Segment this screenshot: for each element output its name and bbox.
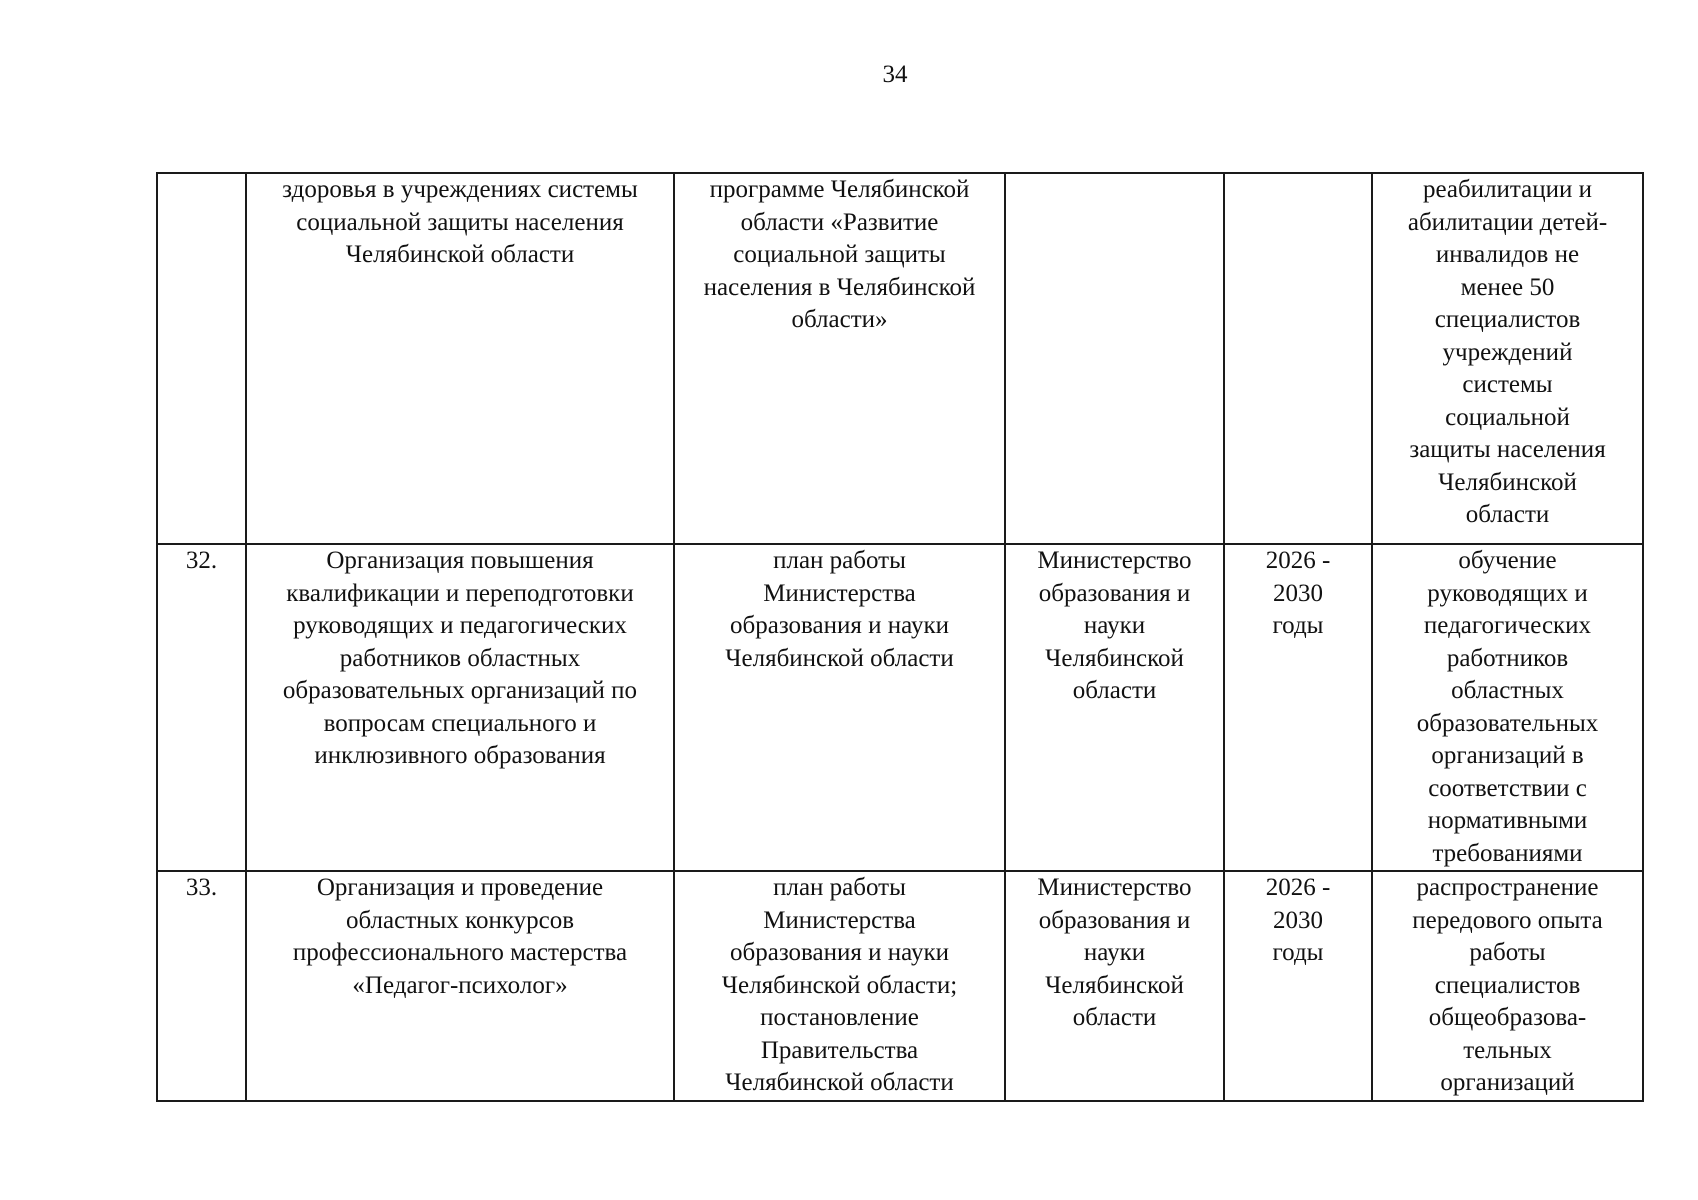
result-line: областных bbox=[1451, 677, 1564, 704]
result-line: работников bbox=[1446, 644, 1569, 672]
event-line: вопросам специального и bbox=[323, 709, 597, 737]
basis-cell bbox=[674, 871, 1005, 1101]
executor-cell bbox=[1005, 871, 1224, 1101]
basis-line: программе Челябинской bbox=[709, 176, 970, 203]
period-cell bbox=[1224, 544, 1372, 871]
result-line: общеобразова- bbox=[1428, 1004, 1587, 1031]
basis-line: Министерства bbox=[763, 906, 916, 934]
period-line: 2026 - bbox=[1265, 547, 1331, 574]
basis-line: Правительства bbox=[760, 1036, 919, 1064]
result-line: передового опыта bbox=[1412, 906, 1603, 934]
result-cell bbox=[1372, 544, 1643, 871]
event-line: руководящих и педагогических bbox=[293, 612, 627, 639]
event-line: Организация и проведение bbox=[316, 874, 604, 901]
result-line: абилитации детей- bbox=[1407, 208, 1608, 236]
result-line: социальной bbox=[1445, 403, 1570, 431]
executor-line: области bbox=[1072, 677, 1157, 704]
basis-cell bbox=[674, 544, 1005, 871]
event-line: работников областных bbox=[339, 644, 581, 672]
event-line: «Педагог-психолог» bbox=[352, 971, 568, 999]
basis-line: образования и науки bbox=[730, 939, 949, 966]
table-row bbox=[157, 173, 1643, 544]
result-line: работы bbox=[1469, 939, 1546, 966]
result-line: учреждений bbox=[1442, 338, 1573, 366]
result-line: требованиями bbox=[1432, 839, 1583, 867]
result-line: менее 50 bbox=[1460, 273, 1555, 301]
event-line: инклюзивного образования bbox=[314, 742, 606, 769]
event-cell bbox=[246, 173, 674, 544]
basis-line: Челябинской области bbox=[725, 1069, 954, 1096]
result-line: области bbox=[1465, 501, 1550, 528]
event-line: социальной защиты населения bbox=[296, 208, 624, 236]
result-line: организаций bbox=[1440, 1069, 1575, 1096]
basis-line: постановление bbox=[760, 1004, 919, 1031]
basis-line: Челябинской области; bbox=[721, 971, 958, 999]
result-line: защиты населения bbox=[1409, 436, 1606, 463]
executor-line: Челябинской bbox=[1045, 971, 1184, 999]
basis-line: образования и науки bbox=[730, 612, 949, 639]
basis-line: план работы bbox=[773, 547, 906, 574]
basis-line: области «Развитие bbox=[740, 208, 939, 236]
result-line: инвалидов не bbox=[1435, 241, 1580, 268]
basis-line: населения в Челябинской bbox=[703, 273, 976, 301]
result-line: распространение bbox=[1416, 874, 1599, 901]
table-row bbox=[157, 544, 1643, 871]
basis-line: социальной защиты bbox=[733, 241, 946, 268]
executor-line: науки bbox=[1083, 939, 1146, 966]
result-line: специалистов bbox=[1434, 306, 1581, 333]
row-number-cell bbox=[157, 173, 246, 544]
result-line: специалистов bbox=[1434, 971, 1581, 999]
result-line: Челябинской bbox=[1438, 468, 1577, 496]
result-line: обучение bbox=[1458, 547, 1557, 574]
result-line: реабилитации и bbox=[1422, 176, 1593, 203]
executor-line: науки bbox=[1083, 612, 1146, 639]
period-line: 2030 bbox=[1273, 906, 1323, 934]
basis-line: план работы bbox=[773, 874, 906, 901]
event-cell bbox=[246, 871, 674, 1101]
event-line: образовательных организаций по bbox=[282, 677, 638, 704]
measures-table bbox=[156, 172, 1644, 1102]
basis-line: Министерства bbox=[763, 579, 916, 607]
executor-line: образования и bbox=[1038, 579, 1191, 607]
executor-line: Челябинской bbox=[1045, 644, 1184, 672]
period-line: годы bbox=[1272, 939, 1324, 966]
result-line: системы bbox=[1462, 371, 1553, 398]
event-line: здоровья в учреждениях системы bbox=[282, 176, 638, 203]
executor-line: Министерство bbox=[1037, 874, 1192, 901]
event-line: Организация повышения bbox=[326, 547, 594, 574]
executor-cell bbox=[1005, 173, 1224, 544]
basis-line: области» bbox=[791, 306, 888, 333]
result-line: нормативными bbox=[1427, 807, 1588, 834]
result-cell bbox=[1372, 173, 1643, 544]
period-line: 2026 - bbox=[1265, 874, 1331, 901]
event-line: областных конкурсов bbox=[345, 906, 575, 934]
result-line: образовательных bbox=[1416, 709, 1599, 737]
table-row bbox=[157, 871, 1643, 1101]
period-cell bbox=[1224, 173, 1372, 544]
basis-cell bbox=[674, 173, 1005, 544]
result-line: организаций в bbox=[1431, 742, 1584, 769]
executor-line: образования и bbox=[1038, 906, 1191, 934]
period-cell bbox=[1224, 871, 1372, 1101]
executor-line: области bbox=[1072, 1004, 1157, 1031]
event-line: Челябинской области bbox=[345, 241, 575, 268]
event-line: профессионального мастерства bbox=[292, 939, 628, 966]
period-line: 2030 bbox=[1273, 579, 1323, 607]
result-line: руководящих и bbox=[1427, 579, 1588, 607]
basis-line: Челябинской области bbox=[725, 644, 954, 672]
result-line: соответствии с bbox=[1428, 774, 1587, 802]
result-line: педагогических bbox=[1423, 612, 1592, 639]
result-line: тельных bbox=[1463, 1036, 1552, 1064]
row-number-cell: 32. bbox=[157, 544, 246, 871]
result-cell bbox=[1372, 871, 1643, 1101]
event-cell bbox=[246, 544, 674, 871]
event-line: квалификации и переподготовки bbox=[286, 579, 634, 607]
page-number: 34 bbox=[882, 61, 908, 88]
executor-line: Министерство bbox=[1037, 547, 1192, 574]
row-number-cell: 33. bbox=[157, 871, 246, 1101]
executor-cell bbox=[1005, 544, 1224, 871]
period-line: годы bbox=[1272, 612, 1324, 639]
